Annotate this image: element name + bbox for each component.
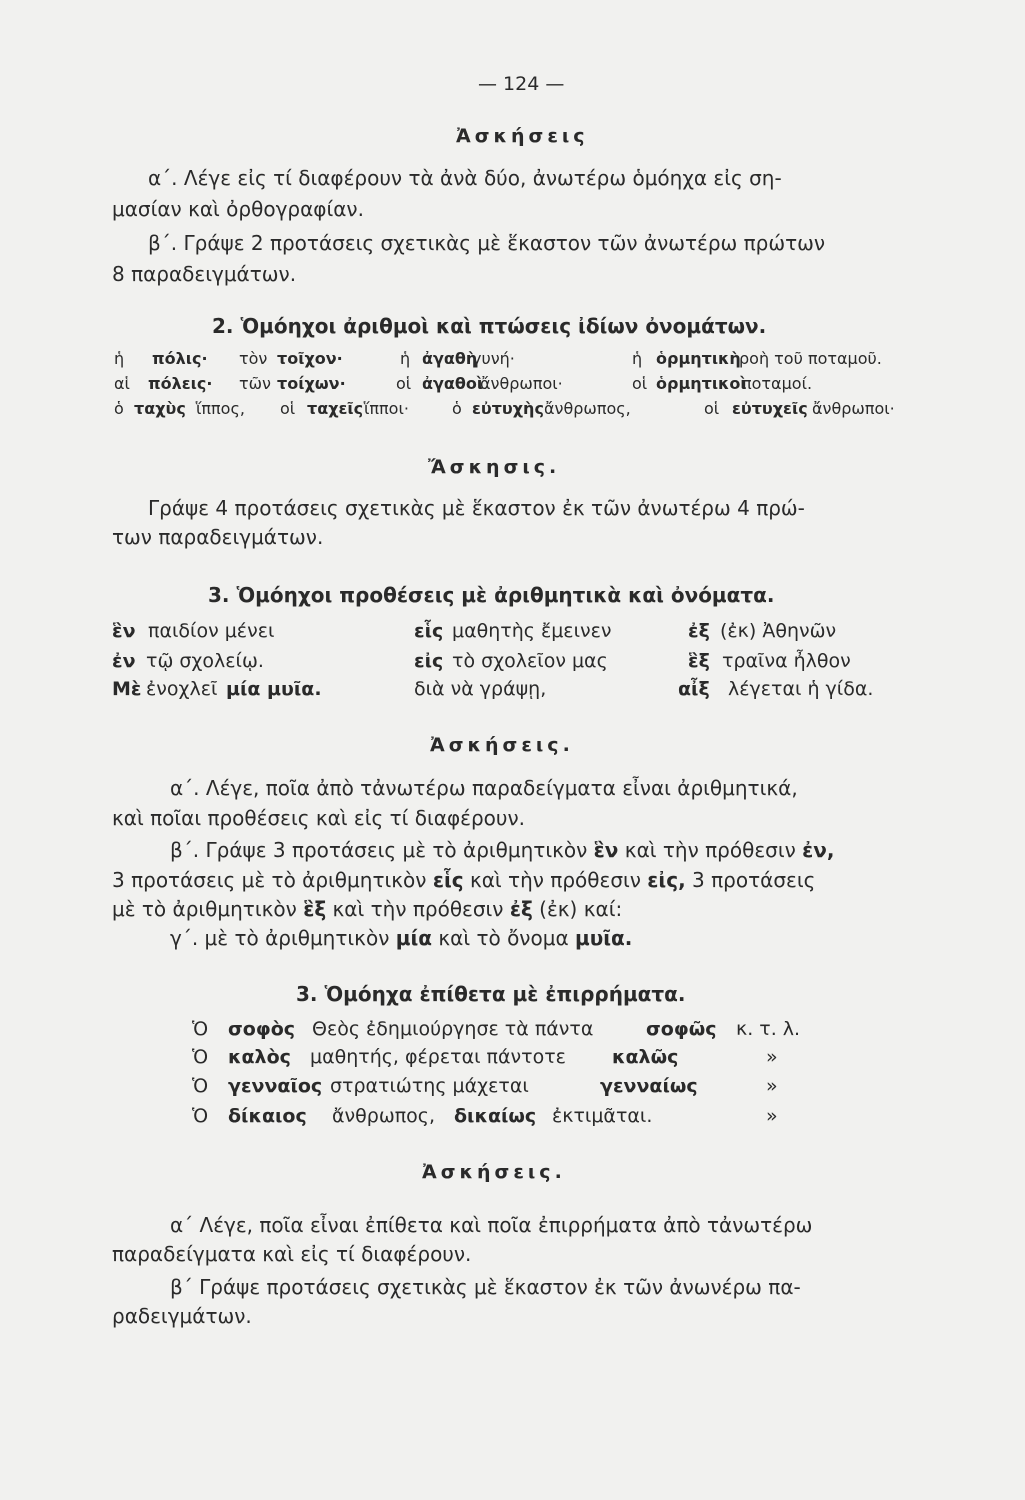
exercises-title-1: Ἀσκήσεις [456, 125, 589, 147]
exercise-a-line2: μασίαν καὶ ὀρθογραφίαν. [112, 197, 364, 221]
exercise-3b-line2: 3 προτάσεις μὲ τὸ ἀριθμητικὸν εἷς καὶ τὴν πρόθεσιν εἰς, 3 προτάσεις [112, 868, 816, 892]
exercise-2-line1: Γράψε 4 προτάσεις σχετικὰς μὲ ἕκαστον ἐκ τῶν ἀνωτέρω 4 πρώ- [148, 496, 805, 520]
exercise-b-line2: 8 παραδειγμάτων. [112, 262, 297, 286]
page-number: — 124 — [478, 73, 565, 95]
exercise-3b-line3: μὲ τὸ ἀριθμητικὸν ἓξ καὶ τὴν πρόθεσιν ἐξ (ἐκ) καί: [112, 897, 623, 921]
exercise-4a-line1: α΄ Λέγε, ποῖα εἶναι ἐπίθετα καὶ ποῖα ἐπιρρήματα ἀπὸ τἀνωτέρω [170, 1213, 813, 1237]
exercises-title-3: Ἀσκήσεις. [430, 734, 574, 756]
exercise-title-2: Ἄσκησις. [428, 456, 561, 478]
exercise-b-line1: β΄. Γράψε 2 προτάσεις σχετικὰς μὲ ἕκαστον τῶν ἀνωτέρω πρώτων [148, 231, 826, 255]
section-3-heading: 3. Ὁμόηχοι προθέσεις μὲ ἀριθμητικὰ καὶ ὀνόματα. [208, 583, 775, 607]
exercise-4b-line1: β΄ Γράψε προτάσεις σχετικὰς μὲ ἕκαστον ἐκ τῶν ἀνωνέρω πα- [170, 1275, 801, 1299]
exercise-3b-line1: β΄. Γράψε 3 προτάσεις μὲ τὸ ἀριθμητικὸν ἓν καὶ τὴν πρόθεσιν ἐν, [170, 838, 835, 862]
exercise-3a-line1: α΄. Λέγε, ποῖα ἀπὸ τἀνωτέρω παραδείγματα εἶναι ἀριθμητικά, [170, 776, 798, 800]
exercise-a-line1: α΄. Λέγε εἰς τί διαφέρουν τὰ ἀνὰ δύο, ἀνωτέρω ὁμόηχα εἰς ση- [148, 166, 782, 190]
exercise-4a-line2: παραδείγματα καὶ εἰς τί διαφέρουν. [112, 1242, 472, 1266]
book-page: — 124 — Ἀσκήσεις α΄. Λέγε εἰς τί διαφέρουν τὰ ἀνὰ δύο, ἀνωτέρω ὁμόηχα εἰς ση- μασίαν καὶ ὀρθογραφίαν. β΄. Γράψε 2 προτάσεις σχετικὰς μὲ ἕκαστον τῶν ἀνωτέρω πρώτων 8 παραδειγμάτων. 2. Ὁμόηχοι ἀριθμοὶ καὶ πτώσεις ἰδίων ὀνομάτων. ἡ πόλις· τὸν τοῖχον· ἡ ἀγαθὴ γυνή· ἡ ὁρμητικὴ ροὴ τοῦ ποταμοῦ. αἱ πόλεις· τῶν τοίχων· οἱ ἀγαθοὶ ἄνθρωποι· οἱ ὁρμητικοὶ ποταμοί. ὁ ταχὺς ἵππος, οἱ ταχεῖς ἵπποι· ὁ εὐτυχὴς ἄνθρωπος, οἱ εὐτυχεῖς ἄνθρωποι· Ἄσκησις. Γράψε 4 προτάσεις σχετικὰς μὲ ἕκαστον ἐκ τῶν ἀνωτέρω 4 πρώ- των παραδειγμάτων. 3. Ὁμόηχοι προθέσεις μὲ ἀριθμητικὰ καὶ ὀνόματα. ἓν παιδίον μένει εἷς μαθητὴς ἔμεινεν ἐξ (ἐκ) Ἀθηνῶν ἐν τῷ σχολείῳ. εἰς τὸ σχολεῖον μας ἓξ τραῖνα ἦλθον Μὲ ἐνοχλεῖ μία μυῖα. διὰ νὰ γράψῃ, αἶξ λέγεται ἡ γίδα. Ἀσκήσεις. α΄. Λέγε, ποῖα ἀπὸ τἀνωτέρω παραδείγματα εἶναι ἀριθμητικά, καὶ ποῖαι προθέσεις καὶ εἰς τί διαφέρουν. β΄. Γράψε 3 προτάσεις μὲ τὸ ἀριθμητικὸν ἓν καὶ τὴν πρόθεσιν ἐν, 3 προτάσεις μὲ τὸ ἀριθμητικὸν εἷς καὶ τὴν πρόθεσιν εἰς, 3 προτάσεις μὲ τὸ ἀριθμητικὸν ἓξ καὶ τὴν πρόθεσιν ἐξ (ἐκ) καί: γ΄. μὲ τὸ ἀριθμητικὸν μία καὶ τὸ ὄνομα μυῖα. 3. Ὁμόηχα ἐπίθετα μὲ ἐπιρρήματα. Ὁ σοφὸς Θεὸς ἐδημιούργησε τὰ πάντα σοφῶς κ. τ. λ. Ὁ καλὸς μαθητής, φέρεται πάντοτε καλῶς » Ὁ γενναῖος στρατιώτης μάχεται γενναίως » Ὁ δίκαιος ἄνθρωπος, δικαίως ἐκτιμᾶται. » Ἀσκήσεις. α΄ Λέγε, ποῖα εἶναι ἐπίθετα καὶ ποῖα ἐπιρρήματα ἀπὸ τἀνωτέρω παραδείγματα καὶ εἰς τί διαφέρουν. β΄ Γράψε προτάσεις σχετικὰς μὲ ἕκαστον ἐκ τῶν ἀνωνέρω πα- ραδειγμάτων. [112, 73, 895, 1328]
exercise-4b-line2: ραδειγμάτων. [112, 1304, 252, 1328]
exercises-title-4: Ἀσκήσεις. [422, 1161, 566, 1183]
section-4-heading: 3. Ὁμόηχα ἐπίθετα μὲ ἐπιρρήματα. [296, 982, 686, 1006]
exercise-3c-line: γ΄. μὲ τὸ ἀριθμητικὸν μία καὶ τὸ ὄνομα μυῖα. [170, 926, 633, 950]
exercise-2-line2: των παραδειγμάτων. [112, 525, 324, 549]
exercise-3a-line2: καὶ ποῖαι προθέσεις καὶ εἰς τί διαφέρουν. [112, 806, 525, 830]
section-2-heading: 2. Ὁμόηχοι ἀριθμοὶ καὶ πτώσεις ἰδίων ὀνομάτων. [212, 314, 767, 338]
